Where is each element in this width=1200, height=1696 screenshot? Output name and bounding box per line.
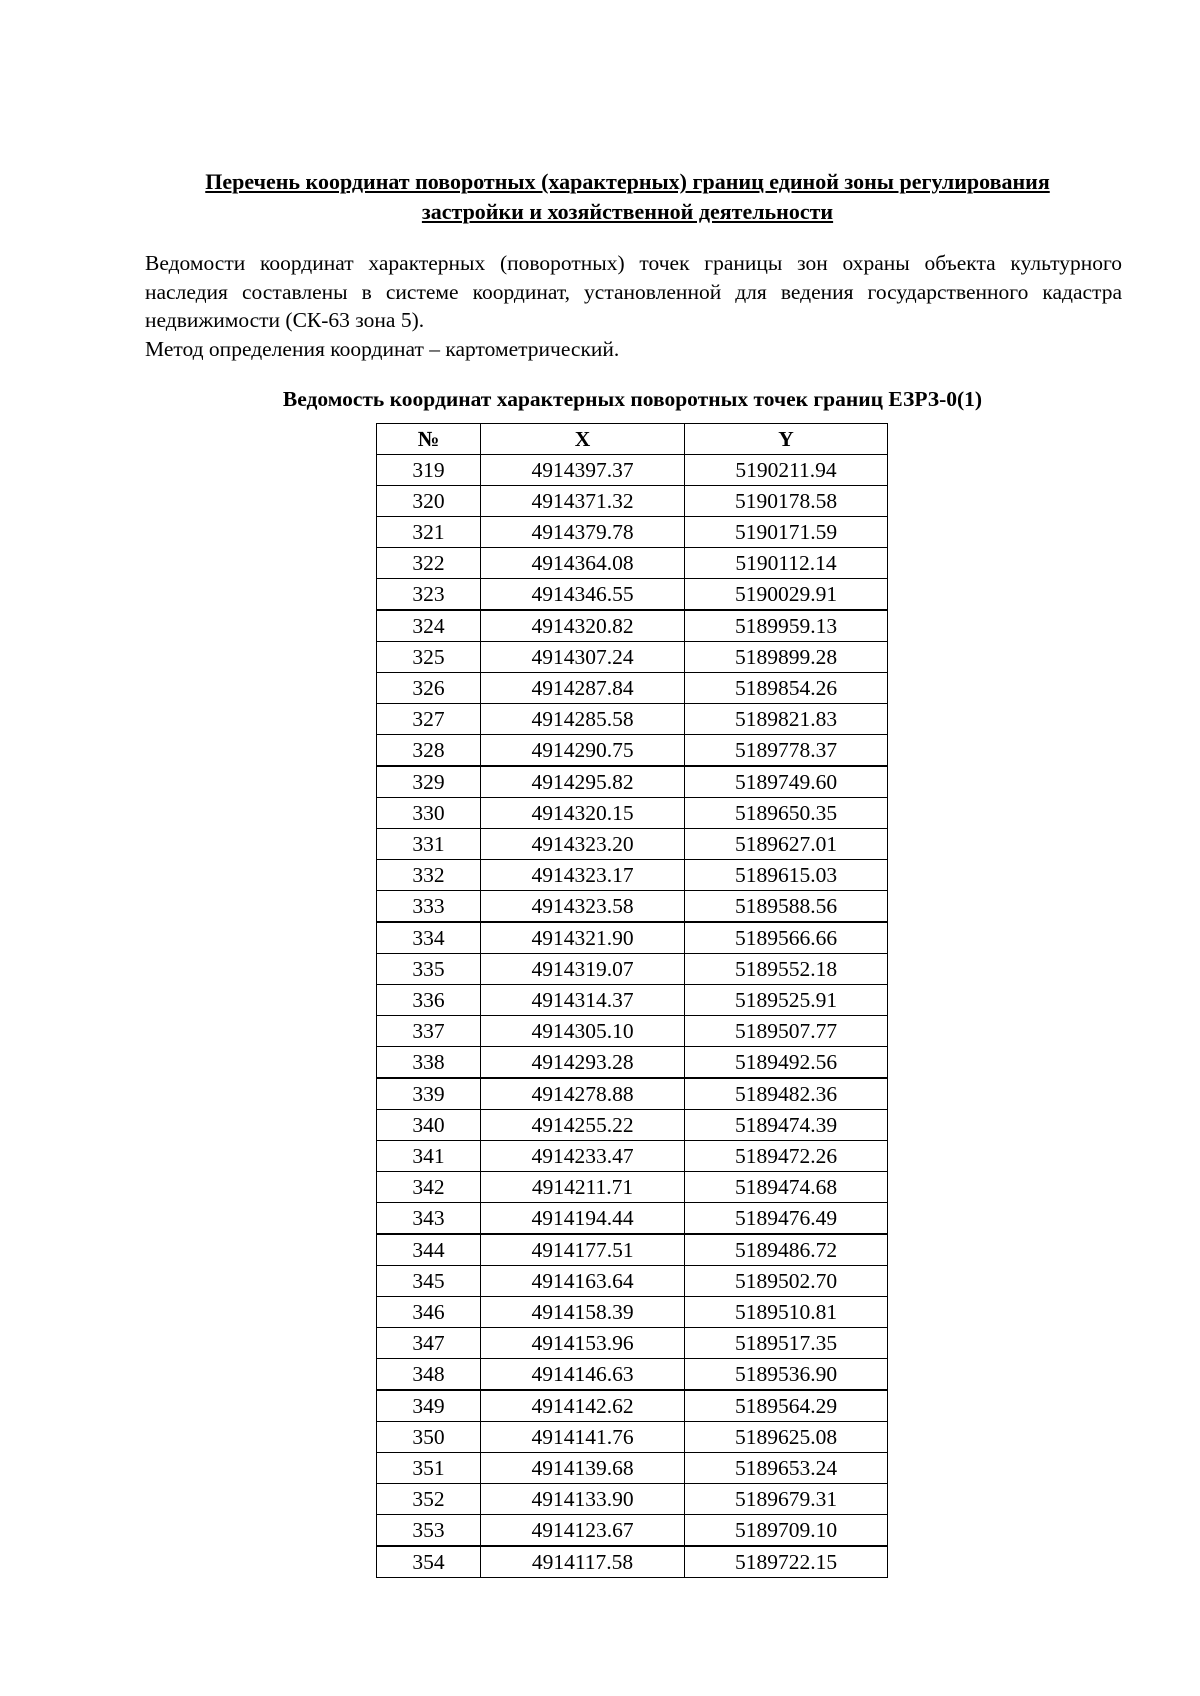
point-number-cell: 339 <box>377 1078 481 1110</box>
table-row <box>377 1078 888 1110</box>
x-coordinate-cell: 4914371.32 <box>481 486 685 517</box>
y-coordinate-cell: 5190211.94 <box>685 455 888 486</box>
y-coordinate-cell: 5189552.18 <box>685 954 888 985</box>
point-number-cell: 328 <box>377 735 481 767</box>
x-coordinate-cell: 4914293.28 <box>481 1047 685 1079</box>
table-row <box>377 766 888 798</box>
x-coordinate-cell: 4914211.71 <box>481 1172 685 1203</box>
point-number-cell: 337 <box>377 1016 481 1047</box>
y-coordinate-cell: 5189472.26 <box>685 1141 888 1172</box>
point-number-cell: 352 <box>377 1484 481 1515</box>
table-row <box>377 579 888 611</box>
table-body <box>377 455 888 1578</box>
intro-paragraph: Ведомости координат характерных (поворотных) точек границы зон охраны объекта культурного наследия составлены в системе координат, установленной для ведения государственного кадастра недвижимости (СК-63 зона 5). <box>145 251 1122 332</box>
point-number-cell: 353 <box>377 1515 481 1547</box>
x-coordinate-cell: 4914153.96 <box>481 1328 685 1359</box>
point-number-cell: 340 <box>377 1110 481 1141</box>
table-row <box>377 891 888 923</box>
y-coordinate-cell: 5189821.83 <box>685 704 888 735</box>
table-row <box>377 954 888 985</box>
table-row <box>377 1141 888 1172</box>
table-row <box>377 1359 888 1391</box>
x-coordinate-cell: 4914133.90 <box>481 1484 685 1515</box>
y-coordinate-cell: 5189492.56 <box>685 1047 888 1079</box>
point-number-cell: 326 <box>377 673 481 704</box>
point-number-cell: 334 <box>377 922 481 954</box>
table-row <box>377 610 888 642</box>
table-row <box>377 704 888 735</box>
point-number-cell: 320 <box>377 486 481 517</box>
x-coordinate-cell: 4914321.90 <box>481 922 685 954</box>
x-coordinate-cell: 4914141.76 <box>481 1422 685 1453</box>
y-coordinate-cell: 5189653.24 <box>685 1453 888 1484</box>
table-row <box>377 517 888 548</box>
y-coordinate-cell: 5189474.39 <box>685 1110 888 1141</box>
y-coordinate-cell: 5189474.68 <box>685 1172 888 1203</box>
y-coordinate-cell: 5189517.35 <box>685 1328 888 1359</box>
x-coordinate-cell: 4914233.47 <box>481 1141 685 1172</box>
point-number-cell: 341 <box>377 1141 481 1172</box>
x-coordinate-cell: 4914255.22 <box>481 1110 685 1141</box>
x-coordinate-cell: 4914379.78 <box>481 517 685 548</box>
point-number-cell: 348 <box>377 1359 481 1391</box>
table-row <box>377 1484 888 1515</box>
x-coordinate-cell: 4914142.62 <box>481 1390 685 1422</box>
document-heading <box>140 167 1115 227</box>
x-coordinate-cell: 4914320.82 <box>481 610 685 642</box>
table-row <box>377 1047 888 1079</box>
method-line: Метод определения координат – картометрический. <box>145 337 620 361</box>
table-row <box>377 548 888 579</box>
y-coordinate-cell: 5189502.70 <box>685 1266 888 1297</box>
x-coordinate-cell: 4914319.07 <box>481 954 685 985</box>
table-row <box>377 1390 888 1422</box>
y-coordinate-cell: 5189482.36 <box>685 1078 888 1110</box>
header-number: № <box>377 424 481 455</box>
y-coordinate-cell: 5189566.66 <box>685 922 888 954</box>
table-row <box>377 1515 888 1547</box>
table-row <box>377 1297 888 1328</box>
point-number-cell: 336 <box>377 985 481 1016</box>
y-coordinate-cell: 5189588.56 <box>685 891 888 923</box>
header-x: X <box>481 424 685 455</box>
x-coordinate-cell: 4914323.20 <box>481 829 685 860</box>
table-row <box>377 1266 888 1297</box>
point-number-cell: 335 <box>377 954 481 985</box>
y-coordinate-cell: 5189525.91 <box>685 985 888 1016</box>
point-number-cell: 323 <box>377 579 481 611</box>
table-row <box>377 642 888 673</box>
y-coordinate-cell: 5189564.29 <box>685 1390 888 1422</box>
table-row <box>377 673 888 704</box>
y-coordinate-cell: 5189778.37 <box>685 735 888 767</box>
table-row <box>377 829 888 860</box>
point-number-cell: 345 <box>377 1266 481 1297</box>
x-coordinate-cell: 4914123.67 <box>481 1515 685 1547</box>
y-coordinate-cell: 5190029.91 <box>685 579 888 611</box>
table-row <box>377 922 888 954</box>
y-coordinate-cell: 5189486.72 <box>685 1234 888 1266</box>
coordinates-table <box>376 423 888 1578</box>
table-title: Ведомость координат характерных поворотных точек границ ЕЗРЗ-0(1) <box>282 387 983 411</box>
y-coordinate-cell: 5189625.08 <box>685 1422 888 1453</box>
y-coordinate-cell: 5189854.26 <box>685 673 888 704</box>
point-number-cell: 325 <box>377 642 481 673</box>
y-coordinate-cell: 5189507.77 <box>685 1016 888 1047</box>
x-coordinate-cell: 4914323.17 <box>481 860 685 891</box>
point-number-cell: 354 <box>377 1546 481 1578</box>
point-number-cell: 344 <box>377 1234 481 1266</box>
y-coordinate-cell: 5189679.31 <box>685 1484 888 1515</box>
table-row <box>377 486 888 517</box>
point-number-cell: 351 <box>377 1453 481 1484</box>
point-number-cell: 322 <box>377 548 481 579</box>
x-coordinate-cell: 4914194.44 <box>481 1203 685 1235</box>
point-number-cell: 343 <box>377 1203 481 1235</box>
x-coordinate-cell: 4914177.51 <box>481 1234 685 1266</box>
point-number-cell: 321 <box>377 517 481 548</box>
y-coordinate-cell: 5189615.03 <box>685 860 888 891</box>
y-coordinate-cell: 5189959.13 <box>685 610 888 642</box>
point-number-cell: 349 <box>377 1390 481 1422</box>
point-number-cell: 329 <box>377 766 481 798</box>
point-number-cell: 342 <box>377 1172 481 1203</box>
x-coordinate-cell: 4914323.58 <box>481 891 685 923</box>
table-row <box>377 860 888 891</box>
point-number-cell: 327 <box>377 704 481 735</box>
point-number-cell: 338 <box>377 1047 481 1079</box>
y-coordinate-cell: 5190171.59 <box>685 517 888 548</box>
point-number-cell: 346 <box>377 1297 481 1328</box>
x-coordinate-cell: 4914158.39 <box>481 1297 685 1328</box>
point-number-cell: 319 <box>377 455 481 486</box>
x-coordinate-cell: 4914285.58 <box>481 704 685 735</box>
y-coordinate-cell: 5189749.60 <box>685 766 888 798</box>
table-row <box>377 1422 888 1453</box>
table-row <box>377 1172 888 1203</box>
x-coordinate-cell: 4914278.88 <box>481 1078 685 1110</box>
table-row <box>377 798 888 829</box>
y-coordinate-cell: 5189650.35 <box>685 798 888 829</box>
y-coordinate-cell: 5189722.15 <box>685 1546 888 1578</box>
table-row <box>377 1110 888 1141</box>
x-coordinate-cell: 4914305.10 <box>481 1016 685 1047</box>
point-number-cell: 332 <box>377 860 481 891</box>
point-number-cell: 324 <box>377 610 481 642</box>
table-row <box>377 1016 888 1047</box>
x-coordinate-cell: 4914117.58 <box>481 1546 685 1578</box>
header-y: Y <box>685 424 888 455</box>
table-row <box>377 1203 888 1235</box>
table-row <box>377 455 888 486</box>
table-row <box>377 1328 888 1359</box>
table-row <box>377 985 888 1016</box>
x-coordinate-cell: 4914139.68 <box>481 1453 685 1484</box>
x-coordinate-cell: 4914314.37 <box>481 985 685 1016</box>
x-coordinate-cell: 4914163.64 <box>481 1266 685 1297</box>
table-row <box>377 735 888 767</box>
x-coordinate-cell: 4914287.84 <box>481 673 685 704</box>
table-row <box>377 1453 888 1484</box>
y-coordinate-cell: 5190178.58 <box>685 486 888 517</box>
x-coordinate-cell: 4914364.08 <box>481 548 685 579</box>
y-coordinate-cell: 5189899.28 <box>685 642 888 673</box>
x-coordinate-cell: 4914307.24 <box>481 642 685 673</box>
point-number-cell: 330 <box>377 798 481 829</box>
point-number-cell: 331 <box>377 829 481 860</box>
point-number-cell: 350 <box>377 1422 481 1453</box>
table-header-row <box>377 424 888 455</box>
y-coordinate-cell: 5189476.49 <box>685 1203 888 1235</box>
x-coordinate-cell: 4914346.55 <box>481 579 685 611</box>
table-row <box>377 1234 888 1266</box>
x-coordinate-cell: 4914295.82 <box>481 766 685 798</box>
x-coordinate-cell: 4914397.37 <box>481 455 685 486</box>
heading-line-1: Перечень координат поворотных (характерных) границ единой зоны регулирования <box>205 169 1050 194</box>
x-coordinate-cell: 4914290.75 <box>481 735 685 767</box>
x-coordinate-cell: 4914320.15 <box>481 798 685 829</box>
y-coordinate-cell: 5189510.81 <box>685 1297 888 1328</box>
point-number-cell: 347 <box>377 1328 481 1359</box>
point-number-cell: 333 <box>377 891 481 923</box>
x-coordinate-cell: 4914146.63 <box>481 1359 685 1391</box>
y-coordinate-cell: 5189627.01 <box>685 829 888 860</box>
heading-line-2: застройки и хозяйственной деятельности <box>421 199 834 224</box>
y-coordinate-cell: 5189536.90 <box>685 1359 888 1391</box>
y-coordinate-cell: 5190112.14 <box>685 548 888 579</box>
y-coordinate-cell: 5189709.10 <box>685 1515 888 1547</box>
table-row <box>377 1546 888 1578</box>
